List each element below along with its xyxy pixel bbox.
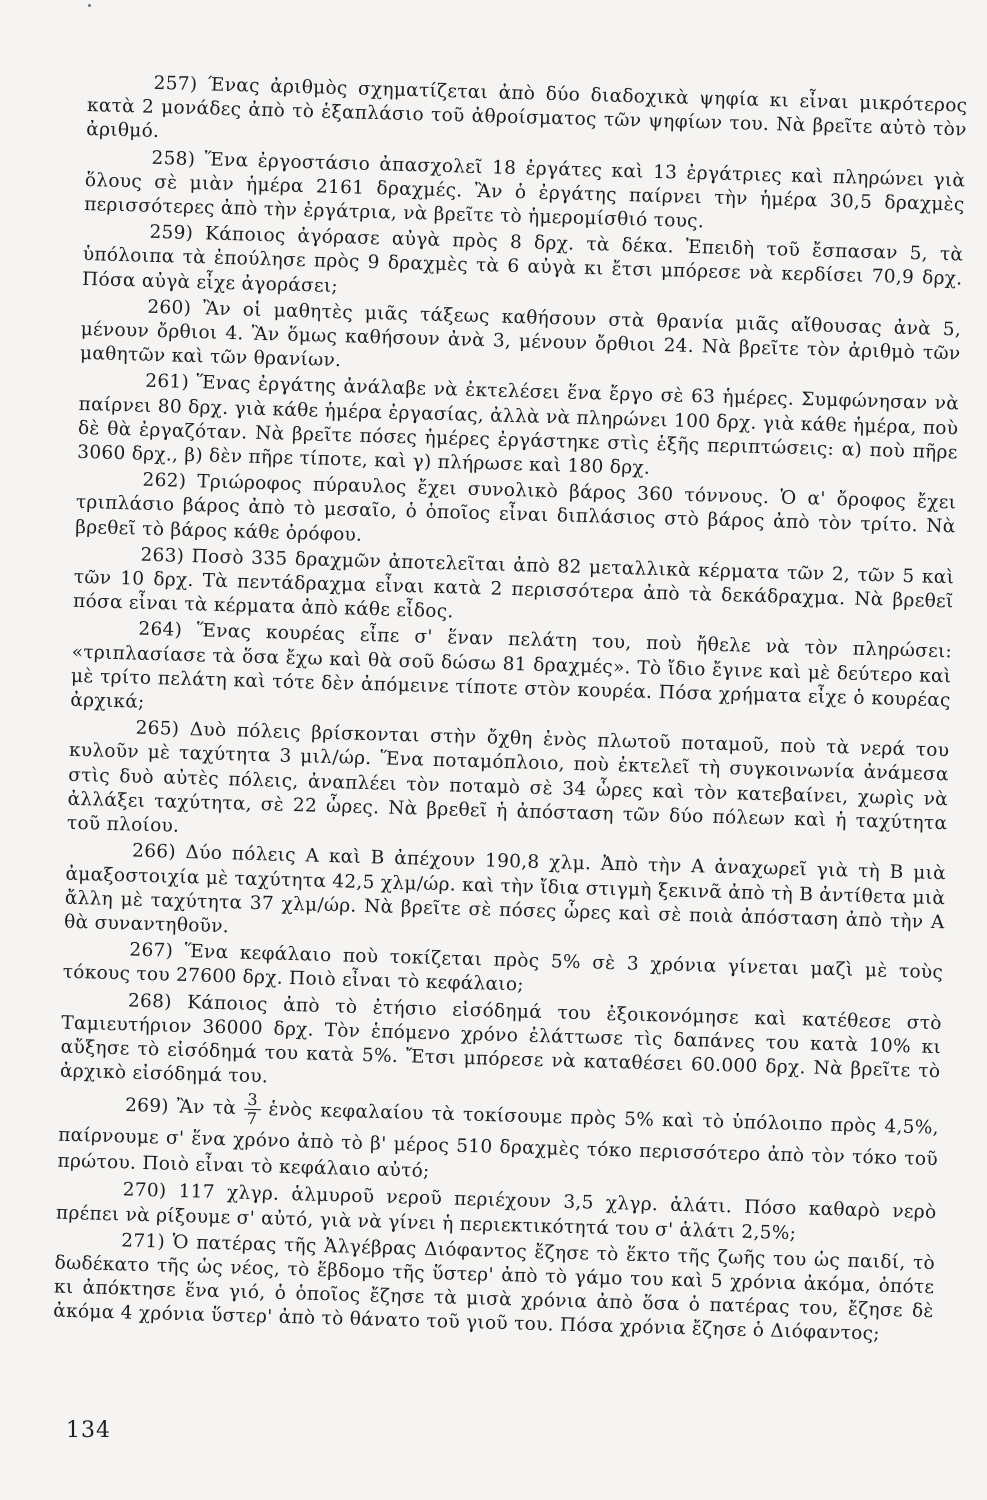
problem-text: 257) Ένας ἀριθμὸς σχηματίζεται ἀπὸ δύο διαδοχικὰ ψηφία κι εἶναι μικρότερος κατὰ 2 μονάδες ἀπὸ τὸ ἑξαπλάσιο τοῦ ἀθροίσματος τῶν ψηφίων του. Νὰ βρεῖτε αὐτὸ τὸν ἀριθμό. [86,72,968,143]
problem-text: 270) 117 χλγρ. ἁλμυροῦ νεροῦ περιέχουν 3,5 χλγρ. ἁλάτι. Πόσο καθαρὸ νερὸ πρέπει νὰ ρίξουμε σ' αὐτό, γιὰ νὰ γίνει ἡ περιεκτικότητά του σ' ἁλάτι 2,5%; [55,1179,937,1244]
problem-text: 267) Ἕνα κεφάλαιο ποὺ τοκίζεται πρὸς 5% σὲ 3 χρόνια γίνεται μαζὶ μὲ τοὺς τόκους του 27600 δρχ. Ποιὸ εἶναι τὸ κεφάλαιο; [62,939,944,996]
page-number: 134 [66,1418,111,1443]
problem-text: 266) Δύο πόλεις Α καὶ Β ἀπέχουν 190,8 χλμ. Ἀπὸ τὴν Α ἀναχωρεῖ γιὰ τὴ Β μιὰ ἀμαξοστοιχία μὲ ταχύτητα 42,5 χλμ/ώρ. καὶ τὴν ἴδια στιγμὴ ξεκινᾶ ἀπὸ τὴ Β ἀντίθετα μιὰ ἄλλη μὲ ταχύτητα 37 χλμ/ώρ. Νὰ βρεῖτε σὲ πόσες ὧρες καὶ σὲ ποιὰ ἀπόσταση ἀπὸ τὴν Α θὰ συναντηθοῦν. [63,840,947,938]
fraction-numerator: 3 [244,1091,261,1110]
fraction-denominator: 7 [246,1109,258,1129]
problem-text: 261) Ἕνας ἐργάτης ἀνάλαβε νὰ ἐκτελέσει ἕνα ἔργο σὲ 63 ἡμέρες. Συμφώνησαν νὰ παίρνει 80 δρχ. γιὰ κάθε ἡμέρα ἐργασίας, ἀλλὰ νὰ πληρώνει 100 δρχ. γιὰ κάθε ἡμέρα, ποὺ δὲ θὰ ἐργαζόταν. Νὰ βρεῖτε πόσες ἡμέρες ἐργάστηκε στὶς ἑξῆς περιπτώσεις: α) ποὺ πῆρε 3060 δρχ., β) δὲν πῆρε τίποτε, καὶ γ) πλήρωσε καὶ 180 δρχ. [77,371,960,479]
problem-text: 259) Κάποιος ἀγόρασε αὐγὰ πρὸς 8 δρχ. τὰ δέκα. Ἐπειδὴ τοῦ ἔσπασαν 5, τὰ ὑπόλοιπα τὰ ἐπούλησε πρὸς 9 δραχμὲς τὰ 6 αὐγὰ κι ἔτσι μπόρεσε νὰ κερδίσει 70,9 δρχ. Πόσα αὐγὰ εἶχε ἀγοράσει; [81,222,964,297]
problem-text: 265) Δυὸ πόλεις βρίσκονται στὴν ὄχθη ἑνὸς πλωτοῦ ποταμοῦ, ποὺ τὰ νερά του κυλοῦν μὲ ταχύτητα 3 μιλ/ώρ. Ἕνα ποταμόπλοιο, ποὺ ἐκτελεῖ τὴ συγκοινωνία ἀνάμεσα στὶς δυὸ αὐτὲς πόλεις, ἀναπλέει τὸν ποταμὸ σὲ 34 ὧρες καὶ τὸν κατεβαίνει, χωρὶς νὰ ἀλλάξει ταχύτητα, σὲ 22 ὧρες. Νὰ βρεθεῖ ἡ ἀπόσταση τῶν δύο πόλεων καὶ ἡ ταχύτητα τοῦ πλοίου. [66,717,950,837]
problem-text: 258) Ἕνα ἐργοστάσιο ἀπασχολεῖ 18 ἐργάτες καὶ 13 ἐργάτριες καὶ πληρώνει γιὰ ὅλους σὲ μιὰν ἡμέρα 2161 δραχμές. Ἂν ὁ ἐργάτης παίρνει τὴν ἡμέρα 30,5 δραχμὲς περισσότερες ἀπὸ τὴν ἐργάτρια, νὰ βρεῖτε τὸ ἡμερομίσθιό τους. [83,147,966,233]
problem-text-after: ἑνὸς κεφαλαίου τὰ τοκίσουμε πρὸς 5% καὶ τὸ ὑπόλοιπο πρὸς 4,5%, παίρνουμε σ' ἕνα χρόνο ἀπὸ τὸ β' μέρος 510 δραχμὲς τόκο περισσότερο ἀπὸ τὸν τόκο τοῦ πρώτου. Ποιὸ εἶναι τὸ κεφάλαιο αὐτό; [57,1099,940,1183]
problem-text: 264) Ἕνας κουρέας εἶπε σ' ἕναν πελάτη του, ποὺ ἤθελε νὰ τὸν πληρώσει: «τριπλασίασε τὰ ὅσα ἔχω καὶ θὰ σοῦ δώσω 81 δραχμές». Τὸ ἴδιο ἔγινε καὶ μὲ δεύτερο καὶ μὲ τρίτο πελάτη καὶ τότε δὲν ἀπόμεινε τίποτε στὸν κουρέα. Πόσα χρήματα εἶχε ὁ κουρέας ἀρχικά; [70,619,953,713]
problem-text: 262) Τριώροφος πύραυλος ἔχει συνολικὸ βάρος 360 τόννους. Ὁ α' ὄροφος ἔχει τριπλάσιο βάρος ἀπὸ τὸ μεσαῖο, ὁ ὁποῖος εἶναι διπλάσιος στὸ βάρος ἀπὸ τὸν τρίτο. Νὰ βρεθεῖ τὸ βάρος κάθε ὀρόφου. [74,469,957,546]
problem-265 [67,715,950,861]
problem-text: 268) Κάποιος ἀπὸ τὸ ἐτήσιο εἰσόδημά του ἐξοικονόμησε καὶ κατέθεσε στὸ Ταμιευτήριον 36000 δρχ. Τὸν ἑπόμενο χρόνο ἐλάττωσε τὶς δαπάνες του κατὰ 10% κι αὔξησε τὸ εἰσόδημά του κατὰ 5%. Ἔτσι μπόρεσε νὰ καταθέσει 60.000 δρχ. Νὰ βρεῖτε τὸ ἀρχικὸ εἰσόδημά του. [59,990,943,1088]
problem-text-before: 269) Ἂν τὰ [124,1095,237,1120]
problem-text: 260) Ἂν οἱ μαθητὲς μιᾶς τάξεως καθήσουν στὰ θρανία μιᾶς αἴθουσας ἀνὰ 5, μένουν ὄρθιοι 4. Ἂν ὅμως καθήσουν ἀνὰ 3, μένουν ὄρθιοι 24. Νὰ βρεῖτε τὸν ἀριθμὸ τῶν μαθητῶν καὶ τῶν θρανίων. [79,296,962,372]
problem-text: 271) Ὁ πατέρας τῆς Ἀλγέβρας Διόφαντος ἔζησε τὸ ἕκτο τῆς ζωῆς του ὡς παιδί, τὸ δωδέκατο τῆς ὡς νέος, τὸ ἕβδομο τῆς ὕστερ' ἀπὸ τὸ γάμο του καὶ 5 χρόνια ἀκόμα, ὁπότε κι ἀπόκτησε ἕνα γιό, ὁ ὁποῖος ἔζησε τὰ μισὰ χρόνια ἀπὸ ὅσα ὁ πατέρας του, ἔζησε δὲ ἀκόμα 4 χρόνια ὕστερ' ἀπὸ τὸ θάνατο τοῦ γιοῦ του. Πόσα χρόνια ἔζησε ὁ Διόφαντος; [53,1230,936,1345]
print-speck [88,4,91,7]
fraction-three-sevenths [244,1091,262,1128]
problem-text: 263) Ποσὸ 335 δραχμῶν ἀποτελεῖται ἀπὸ 82 μεταλλικὰ κέρματα τῶν 2, τῶν 5 καὶ τῶν 10 δρχ. Τὰ πεντάδραχμα εἶναι κατὰ 2 περισσότερα ἀπὸ τὰ δεκάδραχμα. Νὰ βρεθεῖ πόσα εἶναι τὰ κέρματα ἀπὸ κάθε εἶδος. [72,544,955,623]
problem-list [53,70,968,1351]
